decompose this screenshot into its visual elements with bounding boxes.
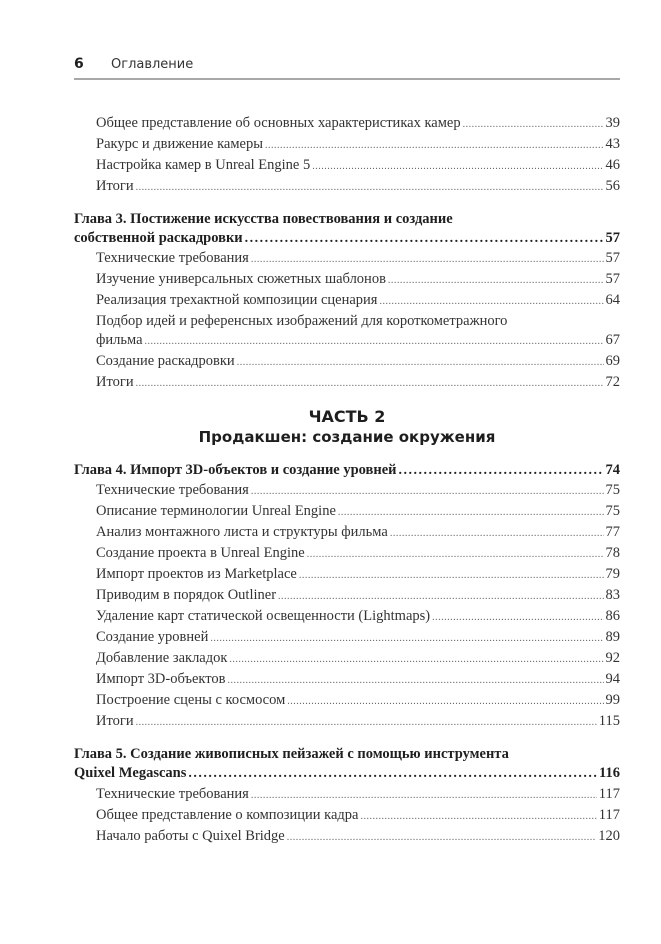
entry-title: Ракурс и движение камеры <box>96 136 263 152</box>
leader-dots <box>278 591 603 602</box>
toc-entry[interactable] <box>96 828 620 845</box>
leader-dots <box>251 254 604 265</box>
entry-page: 56 <box>605 178 620 194</box>
leader-dots <box>312 161 603 172</box>
leader-dots <box>361 811 597 822</box>
entry-title: Общее представление об основных характеристиках камер <box>96 115 461 131</box>
entry-page: 74 <box>605 462 620 478</box>
toc-entry[interactable] <box>96 671 620 688</box>
entry-page: 79 <box>605 566 620 582</box>
page-header <box>74 52 620 80</box>
leader-dots <box>463 119 604 130</box>
entry-page: 117 <box>598 786 620 802</box>
entry-title: собственной раскадровки <box>74 230 243 246</box>
chapter-5-title-line1[interactable]: Глава 5. Создание живописных пейзажей с помощью инструмента <box>74 746 509 762</box>
entry-title: фильма <box>96 332 143 348</box>
entry-page: 75 <box>605 482 620 498</box>
entry-title: Итоги <box>96 713 134 729</box>
toc-entry[interactable] <box>96 482 620 499</box>
leader-dots <box>228 675 604 686</box>
leader-dots <box>432 612 603 623</box>
entry-title: Импорт 3D-объектов <box>96 671 226 687</box>
leader-dots <box>338 507 604 518</box>
entry-page: 83 <box>605 587 620 603</box>
entry-title: Технические требования <box>96 482 249 498</box>
toc-entry[interactable] <box>96 587 620 604</box>
toc-entry[interactable] <box>96 650 620 667</box>
toc-entry[interactable] <box>96 807 620 824</box>
toc-entry[interactable] <box>96 524 620 541</box>
entry-title: Описание терминологии Unreal Engine <box>96 503 336 519</box>
entry-page: 67 <box>605 332 620 348</box>
entry-title: Создание проекта в Unreal Engine <box>96 545 305 561</box>
leader-dots <box>229 654 603 665</box>
toc-entry[interactable] <box>96 353 620 370</box>
entry-page: 43 <box>605 136 620 152</box>
leader-dots <box>399 463 604 479</box>
entry-title: Добавление закладок <box>96 650 228 666</box>
leader-dots <box>299 570 604 581</box>
entry-title: Глава 4. Импорт 3D-объектов и создание уровней <box>74 462 397 478</box>
toc-entry-line1[interactable]: Подбор идей и референсных изображений для короткометражного <box>96 313 508 329</box>
entry-title: Quixel Megascans <box>74 765 187 781</box>
toc-entry[interactable] <box>96 713 620 730</box>
entry-title: Анализ монтажного листа и структуры фильма <box>96 524 388 540</box>
leader-dots <box>210 633 603 644</box>
chapter-3-entry[interactable] <box>74 230 620 247</box>
entry-page: 75 <box>605 503 620 519</box>
toc-entry[interactable] <box>96 692 620 709</box>
toc-entry[interactable] <box>96 629 620 646</box>
leader-dots <box>136 717 597 728</box>
toc-entry[interactable] <box>96 115 620 132</box>
toc-entry[interactable] <box>96 332 620 349</box>
entry-title: Реализация трехактной композиции сценария <box>96 292 378 308</box>
entry-page: 77 <box>605 524 620 540</box>
page-number: 6 <box>74 56 84 72</box>
leader-dots <box>307 549 604 560</box>
entry-title: Удаление карт статической освещенности (Lightmaps) <box>96 608 431 624</box>
entry-title: Итоги <box>96 178 134 194</box>
entry-title: Общее представление о композиции кадра <box>96 807 359 823</box>
entry-page: 72 <box>605 374 620 390</box>
entry-page: 78 <box>605 545 620 561</box>
toc-entry[interactable] <box>96 292 620 309</box>
toc-entry[interactable] <box>96 374 620 391</box>
part-title: Продакшен: создание окружения <box>198 428 496 446</box>
entry-page: 99 <box>605 692 620 708</box>
entry-page: 46 <box>605 157 620 173</box>
entry-page: 120 <box>598 828 620 844</box>
leader-dots <box>145 336 604 347</box>
entry-title: Итоги <box>96 374 134 390</box>
toc-entry[interactable] <box>96 250 620 267</box>
entry-title: Технические требования <box>96 786 249 802</box>
entry-page: 117 <box>598 807 620 823</box>
entry-page: 92 <box>605 650 620 666</box>
toc-entry[interactable] <box>96 157 620 174</box>
entry-page: 116 <box>599 765 620 781</box>
entry-page: 69 <box>605 353 620 369</box>
entry-title: Приводим в порядок Outliner <box>96 587 277 603</box>
entry-page: 57 <box>605 271 620 287</box>
chapter-4-entry[interactable] <box>74 462 620 479</box>
entry-page: 115 <box>598 713 620 729</box>
toc-entry[interactable] <box>96 136 620 153</box>
chapter-3-title-line1[interactable]: Глава 3. Постижение искусства повествования и создание <box>74 211 453 227</box>
part-label: ЧАСТЬ 2 <box>308 407 386 426</box>
entry-title: Импорт проектов из Marketplace <box>96 566 297 582</box>
toc-entry[interactable] <box>96 566 620 583</box>
entry-page: 94 <box>605 671 620 687</box>
entry-title: Создание раскадровки <box>96 353 235 369</box>
leader-dots <box>245 231 604 247</box>
entry-title: Настройка камер в Unreal Engine 5 <box>96 157 311 173</box>
entry-title: Технические требования <box>96 250 249 266</box>
chapter-5-entry[interactable] <box>74 765 620 782</box>
entry-page: 86 <box>605 608 620 624</box>
leader-dots <box>287 832 597 843</box>
entry-page: 64 <box>605 292 620 308</box>
running-title: Оглавление <box>111 57 194 72</box>
entry-page: 89 <box>605 629 620 645</box>
leader-dots <box>251 790 597 801</box>
leader-dots <box>188 766 597 782</box>
leader-dots <box>265 140 604 151</box>
leader-dots <box>136 182 604 193</box>
toc-entry[interactable] <box>96 786 620 803</box>
entry-title: Создание уровней <box>96 629 209 645</box>
leader-dots <box>287 696 603 707</box>
entry-page: 57 <box>605 230 620 246</box>
leader-dots <box>136 378 604 389</box>
toc-entry[interactable] <box>96 545 620 562</box>
entry-page: 57 <box>605 250 620 266</box>
leader-dots <box>251 486 604 497</box>
leader-dots <box>388 275 604 286</box>
entry-title: Изучение универсальных сюжетных шаблонов <box>96 271 386 287</box>
toc-entry[interactable] <box>96 178 620 195</box>
leader-dots <box>390 528 604 539</box>
toc-entry[interactable] <box>96 503 620 520</box>
entry-title: Построение сцены с космосом <box>96 692 286 708</box>
toc-entry[interactable] <box>96 271 620 288</box>
toc-entry[interactable] <box>96 608 620 625</box>
leader-dots <box>237 357 604 368</box>
entry-title: Начало работы с Quixel Bridge <box>96 828 285 844</box>
leader-dots <box>379 296 603 307</box>
entry-page: 39 <box>605 115 620 131</box>
